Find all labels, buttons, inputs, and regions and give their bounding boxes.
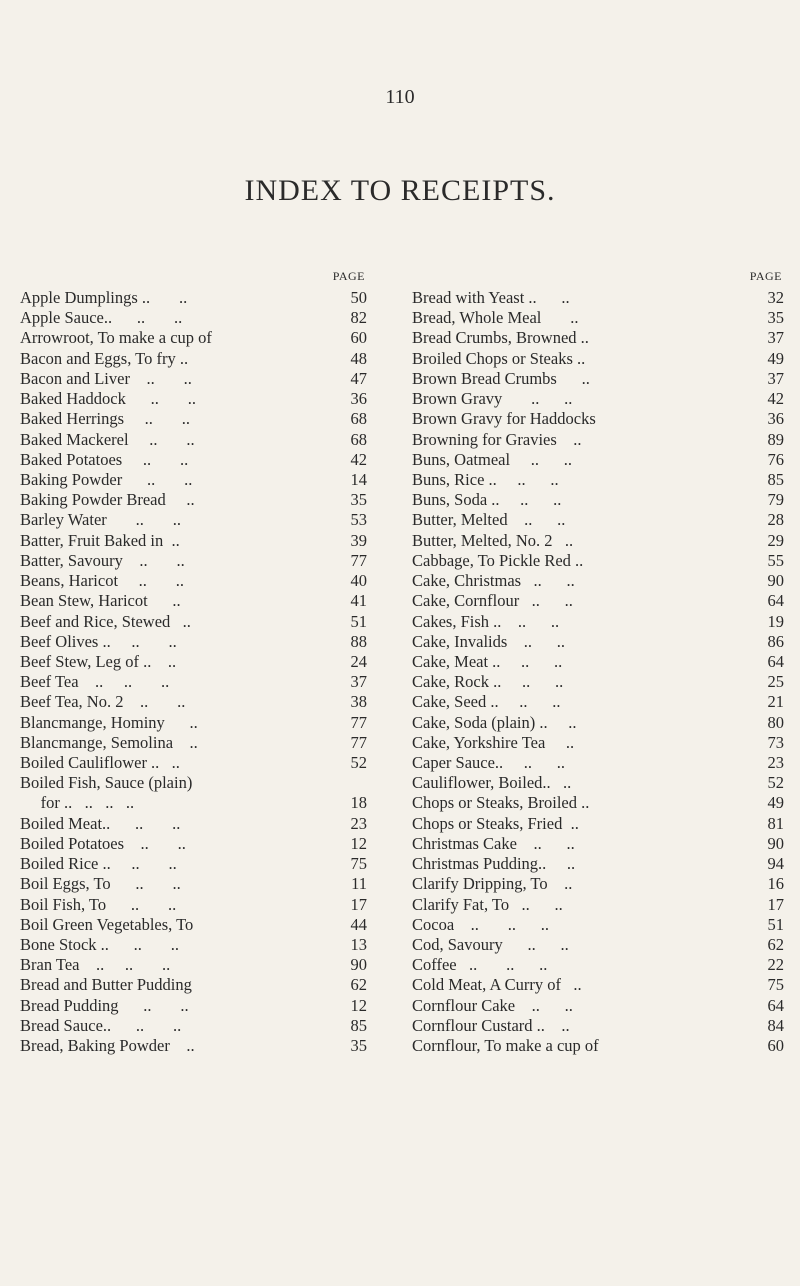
entry-page: 51: [767, 914, 784, 934]
entry-name: Baked Herrings .. ..: [20, 409, 191, 429]
index-entry: [412, 996, 792, 1016]
entry-page: 21: [767, 692, 784, 712]
index-entry: [412, 814, 792, 834]
entry-page: 50: [350, 288, 367, 307]
entry-name: Cabbage, To Pickle Red ..: [412, 550, 584, 570]
index-entry: [20, 793, 385, 813]
entry-page: 53: [350, 510, 367, 530]
index-entry: [412, 652, 792, 672]
index-entry: [412, 935, 792, 955]
entry-name: Barley Water .. ..: [20, 510, 182, 530]
index-entry: [20, 814, 385, 834]
entry-name: Boiled Meat.. .. ..: [20, 813, 181, 833]
entry-page: 77: [350, 550, 367, 570]
entry-page: 90: [767, 833, 784, 853]
index-entry: [412, 672, 792, 692]
entry-name: Bread Pudding .. ..: [20, 995, 189, 1015]
entry-page: 36: [350, 389, 367, 409]
entry-name: Baked Potatoes .. ..: [20, 449, 189, 469]
entry-name: Baking Powder Bread ..: [20, 490, 195, 510]
entry-name: Cake, Soda (plain) .. ..: [412, 712, 577, 732]
index-entry: [412, 733, 792, 753]
entry-page: 76: [767, 449, 784, 469]
entry-name: Bean Stew, Haricot ..: [20, 591, 181, 611]
index-entry: [412, 328, 792, 348]
index-column-left: [20, 269, 385, 1056]
page-title: INDEX TO RECEIPTS.: [244, 174, 556, 207]
entry-page: 41: [350, 591, 367, 611]
entry-page: 79: [767, 490, 784, 510]
entry-page: 25: [767, 672, 784, 692]
index-entry: [412, 1016, 792, 1036]
index-entry: [20, 915, 385, 935]
entry-name: Clarify Dripping, To ..: [412, 874, 573, 894]
entry-page: 55: [767, 550, 784, 570]
index-entry: [20, 733, 385, 753]
entry-page: 64: [767, 995, 784, 1015]
entry-page: 48: [350, 348, 367, 368]
index-entry: [412, 753, 792, 773]
index-entry: [20, 975, 385, 995]
entry-page: 12: [350, 995, 367, 1015]
index-entry: [412, 349, 792, 369]
entry-page: 62: [350, 975, 367, 995]
entry-name: Batter, Savoury .. ..: [20, 550, 185, 570]
entry-page: 42: [767, 389, 784, 409]
entry-page: 39: [350, 530, 367, 550]
entry-name: Beef and Rice, Stewed ..: [20, 611, 191, 631]
index-entry: [412, 773, 792, 793]
index-entry: [20, 288, 385, 308]
entry-name: Boiled Cauliflower .. ..: [20, 753, 180, 773]
index-entry: [412, 510, 792, 530]
entry-page: 85: [350, 1015, 367, 1035]
entry-name: Cakes, Fish .. .. ..: [412, 611, 560, 631]
entry-name: Cornflour Custard .. ..: [412, 1015, 570, 1035]
index-entry: [20, 854, 385, 874]
entry-name: Apple Dumplings .. ..: [20, 288, 188, 307]
index-entry: [412, 834, 792, 854]
index-entry: [20, 874, 385, 894]
entry-name: Cake, Yorkshire Tea ..: [412, 732, 575, 752]
entry-page: 37: [767, 328, 784, 348]
index-entry: [20, 1036, 385, 1056]
index-entry: [412, 975, 792, 995]
entry-name: Cornflour Cake .. ..: [412, 995, 573, 1015]
entry-name: Caper Sauce.. .. ..: [412, 753, 566, 773]
entry-name: Brown Gravy .. ..: [412, 389, 573, 409]
entry-page: 12: [350, 833, 367, 853]
index-entry: [412, 430, 792, 450]
entry-name: Cocoa .. .. ..: [412, 914, 550, 934]
entry-page: 23: [350, 813, 367, 833]
entry-name: Buns, Oatmeal .. ..: [412, 449, 572, 469]
index-entry: [412, 915, 792, 935]
entry-name: Clarify Fat, To .. ..: [412, 894, 563, 914]
entry-name: Cake, Seed .. .. ..: [412, 692, 561, 712]
entry-page: 75: [767, 975, 784, 995]
entry-name: Bread Sauce.. .. ..: [20, 1015, 182, 1035]
entry-page: 37: [767, 368, 784, 388]
index-entry: [20, 571, 385, 591]
entry-page: 19: [767, 611, 784, 631]
index-entry: [20, 955, 385, 975]
index-entry: [412, 369, 792, 389]
index-entry: [412, 1036, 792, 1056]
index-entry: [412, 571, 792, 591]
index-entry: [412, 551, 792, 571]
entry-name: Baked Haddock .. ..: [20, 389, 196, 409]
entry-name: Boiled Potatoes .. ..: [20, 833, 186, 853]
entry-name: Baking Powder .. ..: [20, 469, 193, 489]
entry-name: Chops or Steaks, Broiled ..: [412, 793, 590, 813]
entry-name: Bread and Butter Pudding: [20, 975, 192, 995]
entry-name: Boiled Fish, Sauce (plain): [20, 773, 193, 793]
entry-name: Bacon and Liver .. ..: [20, 368, 192, 388]
index-entry: [20, 551, 385, 571]
entry-name: Brown Gravy for Haddocks: [412, 409, 596, 429]
entry-name: Bread with Yeast .. ..: [412, 288, 570, 307]
entry-name: Cod, Savoury .. ..: [412, 935, 569, 954]
entry-name: Cornflour, To make a cup of: [412, 1036, 599, 1056]
entry-name: Beef Olives .. .. ..: [20, 631, 177, 651]
entry-name: for .. .. .. ..: [20, 793, 135, 813]
index-entry: [20, 612, 385, 632]
entry-name: Cake, Rock .. .. ..: [412, 672, 564, 692]
entry-name: Bacon and Eggs, To fry ..: [20, 348, 189, 368]
index-column-right: [412, 269, 792, 1056]
entry-name: Cake, Cornflour .. ..: [412, 591, 573, 611]
index-entry: [20, 531, 385, 551]
index-entry: [412, 713, 792, 733]
entry-page: 85: [767, 469, 784, 489]
entry-name: Batter, Fruit Baked in ..: [20, 530, 180, 550]
entry-name: Chops or Steaks, Fried ..: [412, 813, 579, 833]
entry-page: 77: [350, 732, 367, 752]
index-entry: [412, 389, 792, 409]
index-entry: [412, 490, 792, 510]
index-entry: [20, 632, 385, 652]
entry-name: Cake, Invalids .. ..: [412, 631, 566, 651]
entry-page: 80: [767, 712, 784, 732]
index-entry: [412, 793, 792, 813]
entry-page: 16: [767, 874, 784, 894]
index-entry: [20, 713, 385, 733]
entry-page: 14: [350, 469, 367, 489]
entry-page: 38: [350, 692, 367, 712]
entry-name: Bran Tea .. .. ..: [20, 955, 171, 975]
entry-page: 90: [767, 571, 784, 591]
index-entry: [20, 692, 385, 712]
entry-name: Buns, Soda .. .. ..: [412, 490, 562, 510]
index-entry: [412, 409, 792, 429]
entry-name: Beef Tea, No. 2 .. ..: [20, 692, 186, 712]
entry-page: 40: [350, 571, 367, 591]
index-entry: [412, 591, 792, 611]
index-entry: [412, 470, 792, 490]
index-entry: [412, 612, 792, 632]
index-entry: [20, 773, 385, 793]
entry-page: 89: [767, 429, 784, 449]
index-entry: [20, 935, 385, 955]
index-entry: [412, 531, 792, 551]
entry-name: Boil Green Vegetables, To: [20, 914, 194, 934]
entry-name: Butter, Melted, No. 2 ..: [412, 530, 574, 550]
entry-page: 32: [767, 288, 784, 307]
index-entry: [412, 692, 792, 712]
entry-page: 60: [767, 1036, 784, 1056]
page-number: 110: [385, 86, 415, 108]
entry-name: Baked Mackerel .. ..: [20, 429, 195, 449]
index-entry: [412, 895, 792, 915]
entry-page: 18: [350, 793, 367, 813]
entry-page: 49: [767, 793, 784, 813]
entry-name: Bread, Whole Meal ..: [412, 308, 579, 328]
entry-page: 73: [767, 732, 784, 752]
index-entry: [20, 672, 385, 692]
entry-page: 52: [767, 773, 784, 793]
index-entry: [20, 450, 385, 470]
entry-name: Christmas Pudding.. ..: [412, 854, 576, 874]
entry-page: 24: [350, 651, 367, 671]
entry-name: Brown Bread Crumbs ..: [412, 368, 590, 388]
entry-name: Boiled Rice .. .. ..: [20, 854, 177, 874]
entry-page: 44: [350, 914, 367, 934]
index-entry: [20, 996, 385, 1016]
index-entry: [412, 874, 792, 894]
index-entry: [412, 308, 792, 328]
index-entry: [20, 430, 385, 450]
entry-page: 13: [350, 935, 367, 954]
entry-page: 60: [350, 328, 367, 348]
entry-page: 29: [767, 530, 784, 550]
entry-page: 35: [767, 308, 784, 328]
index-entry: [20, 895, 385, 915]
entry-page: 11: [351, 874, 367, 894]
index-entry: [412, 632, 792, 652]
entry-page: 36: [767, 409, 784, 429]
entry-name: Browning for Gravies ..: [412, 429, 582, 449]
entry-page: 64: [767, 651, 784, 671]
page-column-header: PAGE: [749, 269, 782, 283]
entry-name: Apple Sauce.. .. ..: [20, 308, 183, 328]
entry-page: 84: [767, 1015, 784, 1035]
entry-page: 22: [767, 955, 784, 975]
entry-name: Arrowroot, To make a cup of: [20, 328, 212, 348]
entry-name: Bread, Baking Powder ..: [20, 1036, 195, 1056]
entry-page: 17: [350, 894, 367, 914]
entry-name: Bone Stock .. .. ..: [20, 935, 180, 954]
index-entry: [412, 955, 792, 975]
entry-page: 88: [350, 631, 367, 651]
entry-name: Bread Crumbs, Browned ..: [412, 328, 589, 348]
entry-name: Beans, Haricot .. ..: [20, 571, 185, 591]
entry-name: Broiled Chops or Steaks ..: [412, 348, 586, 368]
entry-page: 51: [350, 611, 367, 631]
index-entry: [20, 490, 385, 510]
entry-page: 64: [767, 591, 784, 611]
index-entry: [20, 328, 385, 348]
page-column-header: PAGE: [332, 269, 365, 283]
index-entry: [412, 854, 792, 874]
entry-page: 77: [350, 712, 367, 732]
entry-name: Cauliflower, Boiled.. ..: [412, 773, 572, 793]
index-entry: [20, 349, 385, 369]
entry-page: 81: [767, 813, 784, 833]
index-entry: [20, 591, 385, 611]
entry-name: Christmas Cake .. ..: [412, 833, 575, 853]
entry-page: 62: [767, 935, 784, 954]
index-entry: [20, 510, 385, 530]
entry-name: Boil Fish, To .. ..: [20, 894, 177, 914]
entry-name: Blancmange, Hominy ..: [20, 712, 198, 732]
index-entry: [412, 450, 792, 470]
entry-page: 68: [350, 429, 367, 449]
entry-name: Cake, Christmas .. ..: [412, 571, 575, 591]
entry-page: 52: [350, 753, 367, 773]
entry-page: 42: [350, 449, 367, 469]
entry-page: 37: [350, 672, 367, 692]
entry-name: Butter, Melted .. ..: [412, 510, 566, 530]
entry-name: Boil Eggs, To .. ..: [20, 874, 181, 894]
entry-page: 47: [350, 368, 367, 388]
entry-page: 75: [350, 854, 367, 874]
entry-page: 35: [350, 1036, 367, 1056]
entry-page: 49: [767, 348, 784, 368]
entry-page: 90: [350, 955, 367, 975]
entry-name: Beef Tea .. .. ..: [20, 672, 170, 692]
index-entry: [20, 470, 385, 490]
entry-page: 28: [767, 510, 784, 530]
entry-name: Buns, Rice .. .. ..: [412, 469, 559, 489]
entry-page: 94: [767, 854, 784, 874]
entry-page: 86: [767, 631, 784, 651]
index-entry: [20, 753, 385, 773]
entry-name: Cake, Meat .. .. ..: [412, 651, 563, 671]
entry-page: 35: [350, 490, 367, 510]
entry-page: 23: [767, 753, 784, 773]
index-entry: [20, 409, 385, 429]
entry-name: Blancmange, Semolina ..: [20, 732, 198, 752]
entry-page: 17: [767, 894, 784, 914]
entry-name: Beef Stew, Leg of .. ..: [20, 651, 177, 671]
entry-page: 68: [350, 409, 367, 429]
entry-name: Cold Meat, A Curry of ..: [412, 975, 582, 995]
index-entry: [20, 389, 385, 409]
entry-name: Coffee .. .. ..: [412, 955, 548, 975]
index-entry: [20, 834, 385, 854]
index-entry: [20, 308, 385, 328]
entry-page: 82: [350, 308, 367, 328]
index-entry: [20, 369, 385, 389]
index-entry: [412, 288, 792, 308]
index-entry: [20, 1016, 385, 1036]
index-entry: [20, 652, 385, 672]
